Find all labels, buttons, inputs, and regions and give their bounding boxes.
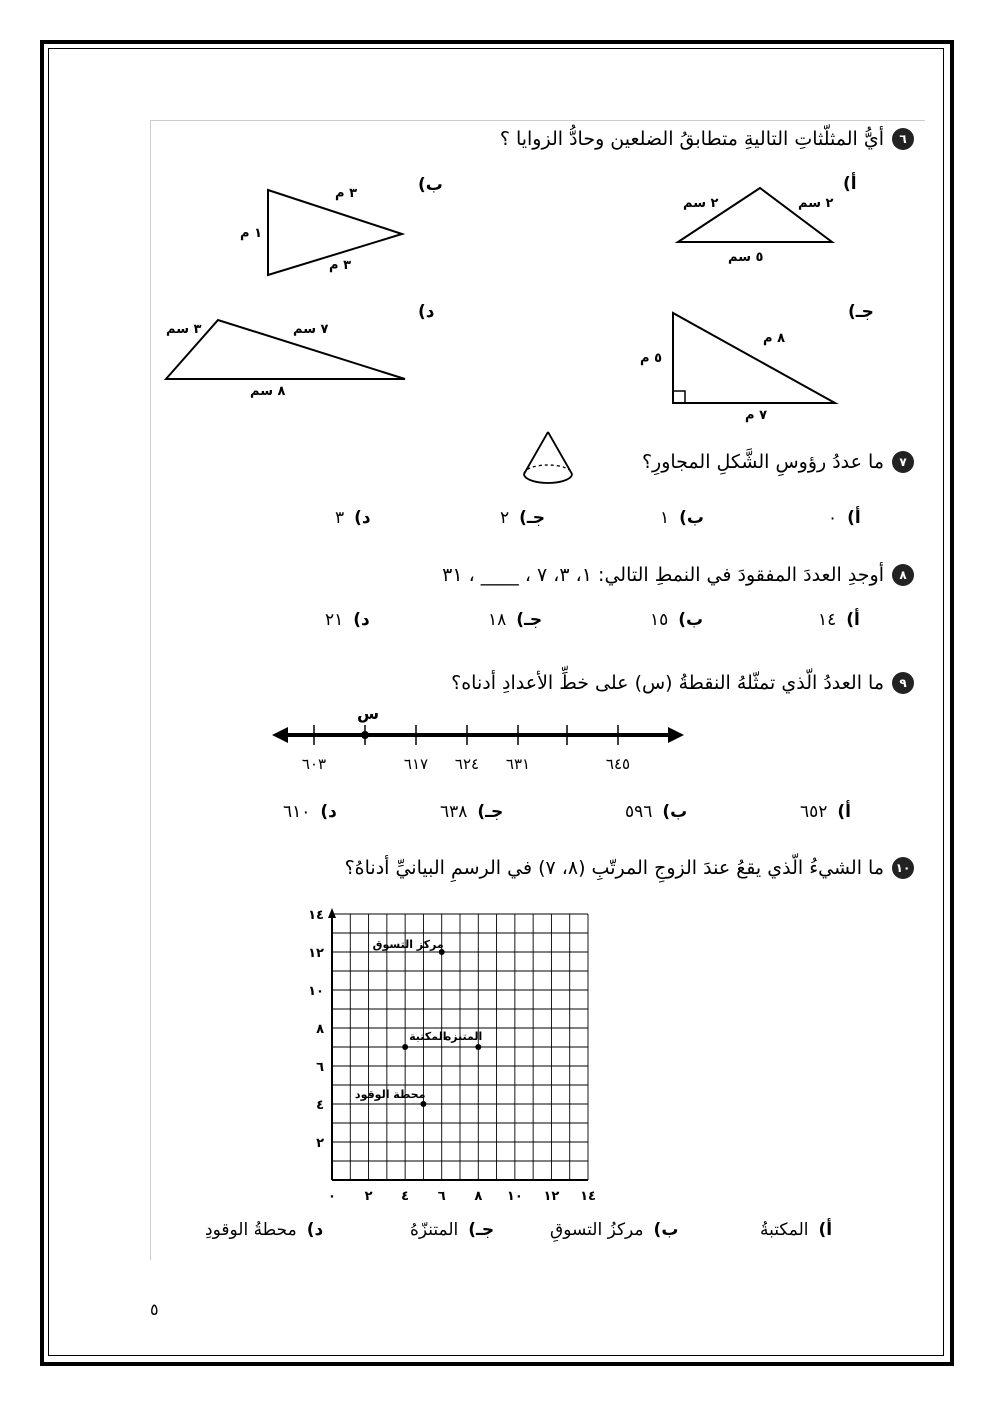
triangle-a-side-right: ٢ سم <box>798 196 834 211</box>
triangle-c-side-left: ٥ م <box>640 351 662 366</box>
question-number-badge: ٩ <box>892 672 914 694</box>
x-tick-label: ١٠ <box>506 1189 523 1204</box>
point-s-marker <box>361 731 369 739</box>
content-rule <box>150 120 925 121</box>
y-tick-label: ٢ <box>316 1136 324 1151</box>
q9-option-b[interactable]: ب)٥٩٦ <box>625 802 688 822</box>
y-tick-label: ٤ <box>316 1098 324 1113</box>
page-number: ٥ <box>150 1300 159 1319</box>
q7-option-b[interactable]: ب)١ <box>660 508 704 528</box>
chart-point-label: المتنزه <box>444 1030 483 1043</box>
triangle-c-shape <box>673 313 835 403</box>
question-number-badge: ١٠ <box>892 857 914 879</box>
tick-label: ٦٠٣ <box>301 755 327 773</box>
cone-icon <box>518 428 578 490</box>
triangle-d-base: ٨ سم <box>250 384 286 399</box>
triangle-c-hypotenuse: ٨ م <box>763 331 785 346</box>
x-tick-label: ١٢ <box>543 1189 560 1204</box>
q10-option-d[interactable]: د)محطةُ الوقودِ <box>205 1220 324 1240</box>
option-letter-c[interactable]: جـ) <box>848 302 874 322</box>
question-text: ما عددُ رؤوسِ الشَّكلِ المجاورِ؟ <box>641 451 884 473</box>
tick-label: ٦٣١ <box>505 755 531 773</box>
right-angle-marker <box>673 391 685 403</box>
arrow-right-icon <box>668 727 684 743</box>
triangle-b-side-left: ١ م <box>240 226 262 241</box>
q7-option-c[interactable]: جـ)٢ <box>500 508 545 528</box>
question-number-badge: ٦ <box>892 128 914 150</box>
question-text: ما الشيءُ الّذي يقعُ عندَ الزوجِ المرتّبِ (٨، ٧) في الرسمِ البيانيِّ أدناهُ؟ <box>344 857 884 879</box>
q10-option-c[interactable]: جـ)المتنزّهُ <box>410 1220 495 1240</box>
y-tick-label: ٦ <box>316 1060 324 1075</box>
triangle-c-base: ٧ م <box>745 408 767 423</box>
y-tick-label: ٨ <box>316 1022 324 1037</box>
y-tick-label: ١٢ <box>308 946 324 961</box>
triangle-d-shape <box>166 320 405 379</box>
tick-label: ٦١٧ <box>403 755 429 773</box>
y-tick-label: ١٠ <box>308 984 324 999</box>
q8-option-a[interactable]: أ)١٤ <box>818 610 860 630</box>
question-9 <box>451 672 914 694</box>
x-tick-label: ١٤ <box>580 1189 596 1204</box>
point-s-label: س <box>356 705 380 723</box>
number-line <box>268 705 688 780</box>
x-tick-label: ٨ <box>474 1189 483 1204</box>
content-rule-left <box>150 120 151 1260</box>
question-7 <box>642 451 914 473</box>
y-tick-label: ١٤ <box>308 908 324 923</box>
chart-point <box>475 1044 481 1050</box>
q9-option-c[interactable]: جـ)٦٣٨ <box>440 802 504 822</box>
x-tick-label: ٦ <box>437 1189 446 1204</box>
q8-option-b[interactable]: ب)١٥ <box>650 610 704 630</box>
chart-point-label: المكتبة <box>409 1030 447 1043</box>
tick-label: ٦٤٥ <box>605 755 631 773</box>
x-tick-label: ٠ <box>328 1189 336 1204</box>
question-10 <box>345 857 914 879</box>
triangle-a <box>670 180 850 260</box>
option-letter-d[interactable]: د) <box>418 302 435 322</box>
triangle-d-side-right: ٧ سم <box>293 322 329 337</box>
question-text: أيُّ المثلّثاتِ التاليةِ متطابقُ الضلعين وحادُّ الزوايا ؟ <box>499 128 884 150</box>
question-text: أوجدِ العددَ المفقودَ في النمطِ التالي: ١، ٣، ٧ ، ____ ، ٣١ <box>442 564 884 586</box>
question-number-badge: ٧ <box>892 451 914 473</box>
question-8 <box>442 564 914 586</box>
q8-option-d[interactable]: د)٢١ <box>325 610 370 630</box>
chart-point <box>420 1101 426 1107</box>
triangle-a-base: ٥ سم <box>728 250 764 265</box>
q9-option-a[interactable]: أ)٦٥٢ <box>800 802 852 822</box>
option-letter-b[interactable]: ب) <box>418 175 443 195</box>
q7-option-a[interactable]: أ)٠ <box>828 508 861 528</box>
q10-option-b[interactable]: ب)مركزُ التسوقِ <box>550 1220 679 1240</box>
triangle-c <box>665 305 845 415</box>
option-letter-a[interactable]: أ) <box>843 174 857 194</box>
q7-option-d[interactable]: د)٣ <box>335 508 371 528</box>
q9-option-d[interactable]: د)٦١٠ <box>283 802 337 822</box>
y-axis-arrow-icon <box>328 908 336 918</box>
chart-point-label: محطة الوقود <box>354 1088 426 1101</box>
coordinate-grid <box>300 900 620 1205</box>
triangle-a-side-left: ٢ سم <box>683 196 719 211</box>
triangle-b-side-top: ٣ م <box>335 186 357 201</box>
question-6 <box>500 128 914 150</box>
question-number-badge: ٨ <box>892 564 914 586</box>
arrow-left-icon <box>272 727 288 743</box>
q8-option-c[interactable]: جـ)١٨ <box>488 610 543 630</box>
question-text: ما العددُ الّذي تمثّلهُ النقطةُ (س) على خطِّ الأعدادِ أدناه؟ <box>451 672 884 694</box>
triangle-d-side-left: ٣ سم <box>166 322 202 337</box>
tick-label: ٦٢٤ <box>454 755 480 773</box>
chart-point <box>402 1044 408 1050</box>
chart-point-label: مركز التسوق <box>372 938 444 951</box>
q10-option-a[interactable]: أ)المكتبةُ <box>760 1220 833 1240</box>
x-tick-label: ٢ <box>364 1189 373 1204</box>
x-tick-label: ٤ <box>401 1189 410 1204</box>
triangle-b-side-bottom: ٣ م <box>329 258 351 273</box>
